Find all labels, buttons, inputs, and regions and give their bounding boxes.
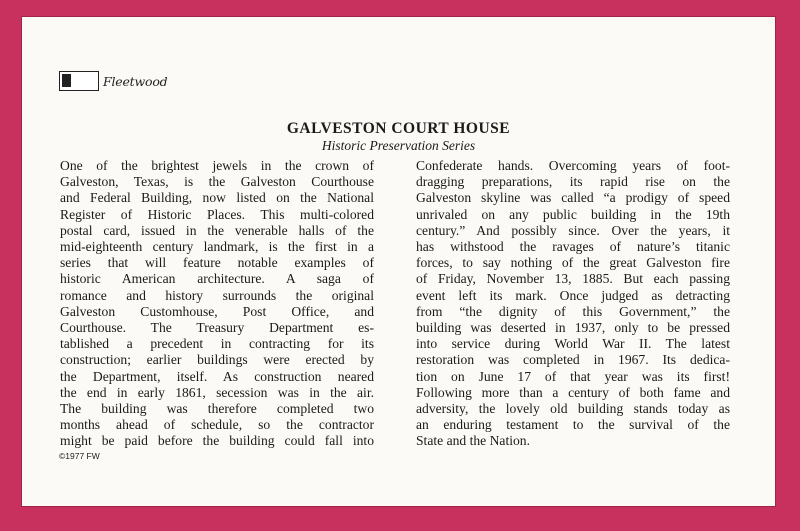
text-line: has withstood the ravages of nature’s titanic bbox=[416, 239, 730, 255]
page-subtitle: Historic Preservation Series bbox=[321, 138, 476, 153]
logo-mark-icon bbox=[59, 71, 99, 91]
text-line: into service during World War II. The latest bbox=[416, 336, 730, 352]
text-line: dragging preparations, its rapid rise on the bbox=[416, 174, 730, 190]
text-line: of Friday, November 13, 1885. But each passing bbox=[416, 271, 730, 287]
postal-card bbox=[21, 16, 776, 507]
text-line: State and the Nation. bbox=[416, 433, 531, 449]
text-line: the end in early 1861, secession was in the air. bbox=[60, 384, 374, 400]
text-line: century.” And possibly since. Over the years, it bbox=[416, 222, 730, 238]
body-column-right bbox=[416, 158, 730, 450]
text-line: One of the brightest jewels in the crown of bbox=[60, 158, 374, 173]
text-line: event left its mark. Once judged as detracting bbox=[416, 287, 730, 303]
text-line: construction; earlier buildings were erected by bbox=[60, 352, 374, 368]
text-line: unrivaled on any public building in the 19th bbox=[416, 206, 730, 222]
text-line: might be paid before the building could fall into bbox=[60, 433, 374, 449]
text-line: mid-eighteenth century landmark, is the first in a bbox=[60, 239, 374, 255]
text-line: forces, to say nothing of the great Galveston fire bbox=[416, 255, 730, 271]
text-line: series that will feature notable examples of bbox=[60, 255, 374, 271]
body-column-left bbox=[60, 158, 374, 450]
text-line: Galveston, Texas, is the Galveston Courthouse bbox=[60, 174, 374, 190]
logo-text: Fleetwood bbox=[103, 73, 168, 89]
text-line: Confederate hands. Overcoming years of foot- bbox=[416, 158, 730, 173]
text-line: tion on June 17 of that year was its first! bbox=[416, 368, 730, 384]
brand-logo bbox=[59, 70, 167, 92]
text-line: Courthouse. The Treasury Department es- bbox=[60, 320, 374, 336]
text-line: the Department, itself. As construction neared bbox=[60, 368, 374, 384]
copyright-notice: ©1977 FW bbox=[59, 451, 100, 461]
text-line: months ahead of schedule, so the contractor bbox=[60, 417, 374, 433]
text-line: Galveston Customhouse, Post Office, and bbox=[60, 303, 374, 319]
text-line: building was deserted in 1937, only to be pressed bbox=[416, 320, 730, 336]
text-line: postal card, issued in the venerable halls of the bbox=[60, 222, 374, 238]
text-line: an enduring testament to the survival of the bbox=[416, 417, 730, 433]
text-line: romance and history surrounds the original bbox=[60, 287, 374, 303]
text-line: Galveston skyline was called “a prodigy of speed bbox=[416, 190, 730, 206]
text-line: adversity, the lovely old building stands today as bbox=[416, 401, 730, 417]
text-line: Register of Historic Places. This multi-colored bbox=[60, 206, 374, 222]
text-line: historic American architecture. A saga of bbox=[60, 271, 374, 287]
text-line: from “the dignity of this Government,” the bbox=[416, 303, 730, 319]
text-line: tablished a precedent in contracting for its bbox=[60, 336, 374, 352]
text-line: and Federal Building, now listed on the National bbox=[60, 190, 374, 206]
text-line: The building was therefore completed two bbox=[60, 401, 374, 417]
text-line: restoration was completed in 1967. Its dedica- bbox=[416, 352, 730, 368]
text-line: Following more than a century of both fame and bbox=[416, 384, 730, 400]
page-title: GALVESTON COURT HOUSE bbox=[286, 120, 511, 137]
